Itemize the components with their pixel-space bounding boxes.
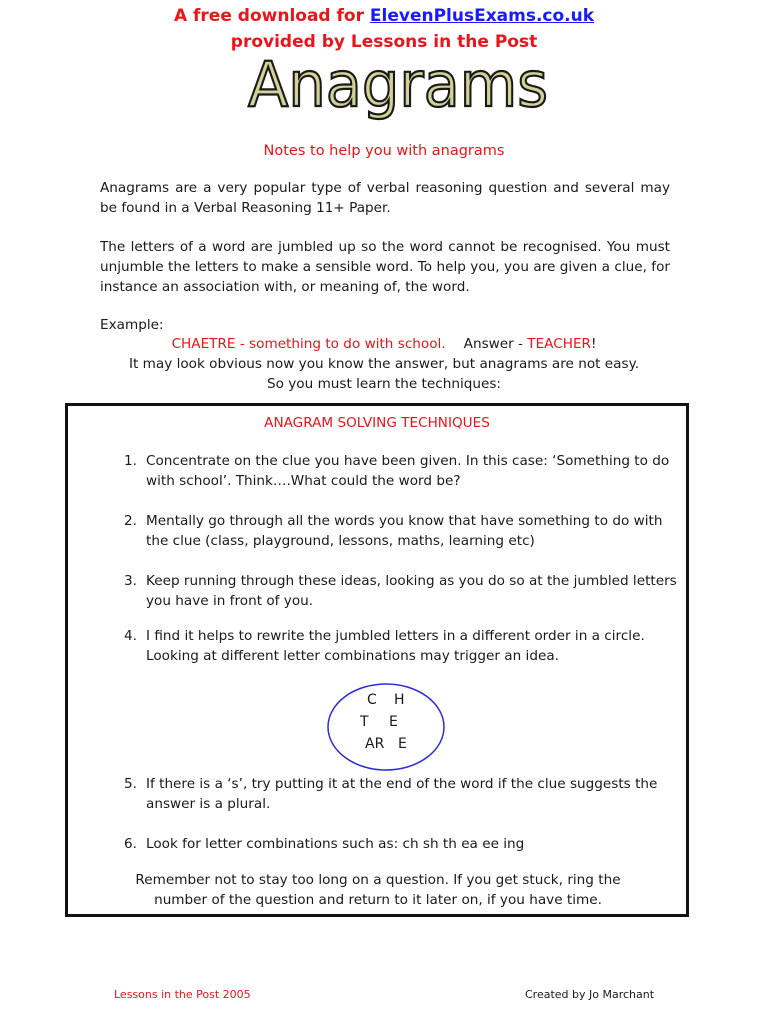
step-text: Mentally go through all the words you know that have something to do with the clue (class, playground, lessons, maths, learning etc)	[146, 513, 663, 549]
step-number: 4.	[124, 628, 137, 644]
step-number: 3.	[124, 573, 137, 589]
title-text: Anagrams	[248, 48, 548, 121]
circle-letter: T	[360, 714, 369, 730]
header-download-text: A free download for	[173, 6, 364, 26]
elevenplusexams-link[interactable]: ElevenPlusExams.co.uk	[369, 6, 595, 26]
footer-author: Created by Jo Marchant	[525, 988, 655, 1001]
learn-note: So you must learn the techniques:	[267, 376, 501, 392]
example-answer-suffix: !	[590, 336, 597, 352]
circle-letter: E	[389, 714, 398, 730]
footer-copyright: Lessons in the Post 2005	[114, 988, 251, 1001]
example-line	[0, 336, 768, 352]
header-download-line	[0, 6, 768, 26]
circle-letter: E	[398, 736, 407, 752]
step-text: If there is a ‘s’, try putting it at the end of the word if the clue suggests the answer is a plural.	[146, 776, 658, 812]
page-title	[238, 48, 558, 124]
example-label: Example:	[100, 317, 164, 333]
intro-paragraph-1: Anagrams are a very popular type of verbal reasoning question and several may be found in a Verbal Reasoning 11+ Paper.	[100, 180, 670, 216]
step-text: Keep running through these ideas, looking as you do so at the jumbled letters you have in front of you.	[146, 573, 677, 609]
notes-heading: Notes to help you with anagrams	[263, 143, 505, 159]
circle-letter: C	[367, 692, 377, 708]
obvious-note: It may look obvious now you know the answer, but anagrams are not easy.	[128, 356, 640, 372]
circle-letter: AR	[365, 736, 385, 752]
step-number: 5.	[124, 776, 137, 792]
step-text: Concentrate on the clue you have been given. In this case: ‘Something to do with school’. Think….What could the word be?	[146, 453, 670, 489]
techniques-heading: ANAGRAM SOLVING TECHNIQUES	[264, 415, 490, 431]
title-wordart	[238, 48, 558, 124]
step-text: I find it helps to rewrite the jumbled letters in a different order in a circle. Looking at different letter combinations may trigger an idea.	[146, 628, 645, 664]
step-number: 2.	[124, 513, 137, 529]
step-number: 6.	[124, 836, 137, 852]
letter-circle-diagram	[326, 682, 446, 772]
circle-outline	[326, 682, 446, 772]
intro-paragraph-2: The letters of a word are jumbled up so the word cannot be recognised. You must unjumble the letters to make a sensible word. To help you, you are given a clue, for instance an association with, or meaning of, the word.	[100, 239, 670, 295]
techniques-box	[65, 403, 689, 917]
example-answer: TEACHER	[527, 336, 591, 352]
step-text: Look for letter combinations such as: ch sh th ea ee ing	[146, 836, 525, 852]
step-number: 1.	[124, 453, 137, 469]
example-clue: CHAETRE - something to do with school.	[171, 336, 446, 352]
circle-letter: H	[394, 692, 405, 708]
reminder-note: Remember not to stay too long on a question. If you get stuck, ring the number of the question and return to it later on, if you have time.	[135, 872, 621, 908]
header-provider-line: provided by Lessons in the Post	[230, 32, 538, 52]
example-answer-label: Answer -	[463, 336, 528, 352]
